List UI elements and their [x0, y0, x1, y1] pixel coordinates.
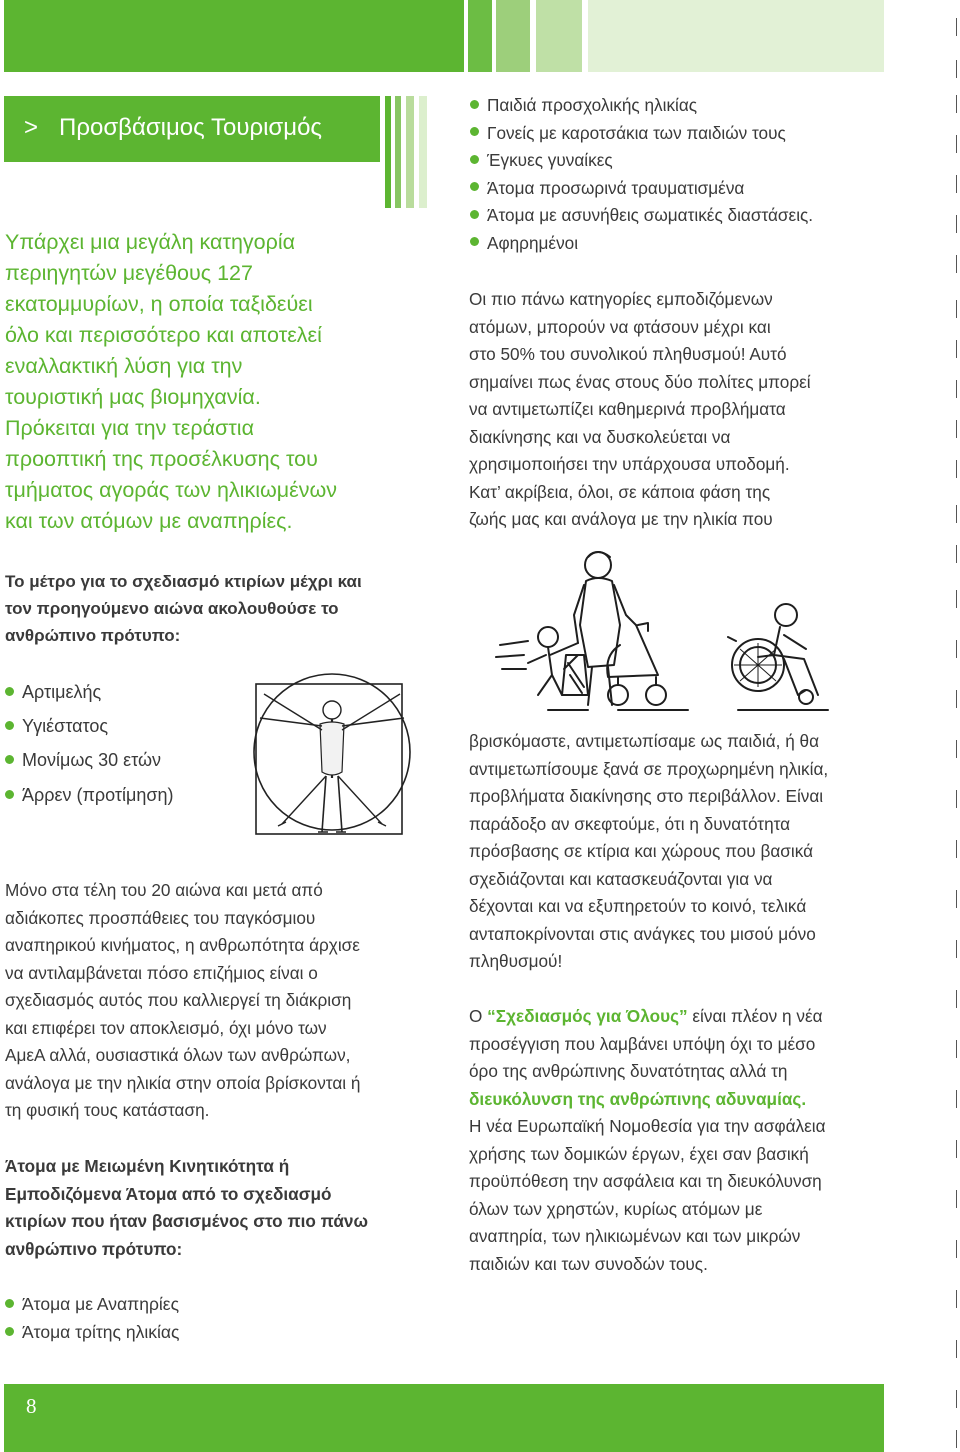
section-header [4, 96, 380, 162]
heading-line: Εμποδιζόμενα Άτομα από το σχεδιασμό [5, 1183, 332, 1204]
intro-line: τουριστική μας βιομηχανία. [5, 385, 261, 409]
bullet-icon [5, 790, 14, 799]
text-line: ανταποκρίνονται στις ανάγκες του μισού μόνο [469, 923, 816, 944]
bullet-icon [5, 1299, 14, 1308]
footer-bar [4, 1384, 884, 1452]
text-line: Οι πιο πάνω κατηγορίες εμποδιζόμενων [469, 289, 773, 309]
list-item: Γονείς με καροτσάκια των παιδιών τους [470, 123, 786, 144]
bullet-icon [5, 1327, 14, 1336]
list-item: Άτομα με ασυνήθεις σωματικές διαστάσεις. [470, 205, 813, 226]
intro-line: και των ατόμων με αναπηρίες. [5, 509, 293, 533]
text-line: Ο “Σχεδιασμός για Όλους” είναι πλέον η νέα [469, 1006, 823, 1026]
bullet-icon [470, 100, 479, 109]
text-line: προϋπόθεση την ασφάλεια και τη διευκόλυνση [469, 1171, 822, 1191]
text-line-highlight: διευκόλυνση της ανθρώπινης αδυναμίας. [469, 1088, 807, 1109]
text-line: προβλήματα διακίνησης στο περιβάλλον. Είναι [469, 786, 824, 806]
list-item: Αρτιμελής [5, 682, 101, 703]
intro-line: Πρόκειται για την τεράστια [5, 416, 255, 440]
text-line: χρήσης των δομικών έργων, έχει σαν βασική [469, 1143, 809, 1164]
text-line: ΑμεΑ αλλά, ουσιαστικά όλων των ανθρώπων, [5, 1045, 351, 1065]
intro-line: εκατομμυρίων, η οποία ταξιδεύει [5, 292, 313, 316]
text-line: αναπηρία, των ηλικιωμένων και των μικρών [469, 1226, 801, 1246]
header-stripe [385, 96, 391, 208]
text-line: τη φυσική τους κατάσταση. [5, 1100, 210, 1120]
standard-heading-line: Το μέτρο για το σχεδιασμό κτιρίων μέχρι και [5, 572, 362, 591]
text-line: αναπηρικού κινήματος, η ανθρωπότητα άρχισε [5, 935, 360, 955]
bullet-icon [470, 210, 479, 219]
text-line: να αντιλαμβάνεται πόσο επιζήμιος είναι ο [5, 962, 318, 983]
bullet-icon [470, 182, 479, 191]
text-line: δέχονται και να εξυπηρετούν το κοινό, τελικά [469, 896, 807, 916]
text-line: βρισκόμαστε, αντιμετωπίσαμε ως παιδιά, ή θα [469, 731, 820, 751]
accessibility-illustration [488, 545, 868, 720]
list-item: Μονίμως 30 ετών [5, 750, 161, 771]
text-line: Μόνο στα τέλη του 20 αιώνα και μετά από [5, 880, 323, 900]
intro-line: Υπάρχει μια μεγάλη κατηγορία [5, 230, 296, 254]
header-stripe [406, 96, 414, 208]
list-item: Αφηρημένοι [470, 233, 578, 254]
intro-line: προοπτική της προσέλκυσης του [5, 447, 318, 471]
section-arrow: > [24, 114, 39, 141]
top-stripe [588, 0, 884, 72]
bullet-icon [5, 755, 14, 764]
text-line: Η νέα Ευρωπαϊκή Νομοθεσία για την ασφάλεια [469, 1116, 826, 1136]
text-line: και επιφέρει τον αποκλεισμό, όχι μόνο των [5, 1017, 327, 1038]
list-item: Παιδιά προσχολικής ηλικίας [470, 95, 697, 116]
heading-line: κτιρίων που ήταν βασισμένος στο πιο πάνω [5, 1211, 368, 1231]
bullet-icon [470, 237, 479, 246]
standard-heading-line: τον προηγούμενο αιώνα ακολουθούσε το [5, 599, 339, 618]
bullet-icon [470, 127, 479, 136]
vitruvian-man-illustration [252, 660, 414, 845]
text-line: να αντιμετωπίζει καθημερινά προβλήματα [469, 399, 786, 419]
intro-line: τμήματος αγοράς των ηλικιωμένων [5, 478, 338, 502]
text-line: χρησιμοποιήσει την υπάρχουσα υποδομή. [469, 454, 790, 474]
intro-line: όλο και περισσότερο και αποτελεί [5, 323, 322, 347]
bullet-icon [5, 721, 14, 730]
header-stripe [395, 96, 401, 208]
text-line: ατόμων, μπορούν να φτάσουν μέχρι και [469, 316, 771, 337]
bullet-icon [470, 155, 479, 164]
intro-line: εναλλακτική λύση για την [5, 354, 243, 378]
text-line: πληθυσμού! [469, 951, 563, 971]
list-item: Έγκυες γυναίκες [470, 150, 613, 171]
text-line: αδιάκοπες προσπάθειες του παγκόσμιου [5, 907, 316, 928]
top-stripe [468, 0, 492, 72]
section-title: Προσβάσιμος Τουρισμός [59, 114, 322, 141]
text-line: ζωής μας και ανάλογα με την ηλικία που [469, 509, 773, 529]
text-line: παιδιών και των συνοδών τους. [469, 1253, 708, 1274]
list-item: Άρρεν (προτίμηση) [5, 785, 174, 806]
text-line: σημαίνει πως ένας στους δύο πολίτες μπορεί [469, 371, 811, 392]
text-line: όλων των χρηστών, κυρίως ατόμων με [469, 1198, 763, 1219]
text-line: ανάλογα με την ηλικία στην οποία βρίσκονται ή [5, 1072, 361, 1093]
text-line: πρόσβασης σε κτίρια και χώρους που βασικά [469, 841, 814, 861]
top-green-bar [4, 0, 464, 72]
text-line: όρο της ανθρώπινης δυνατότητας αλλά τη [469, 1061, 788, 1081]
text-line: σχεδιασμός αυτός που καλλιεργεί τη διάκριση [5, 990, 352, 1010]
intro-line: περιηγητών μεγέθους 127 [5, 261, 253, 285]
page-number: 8 [26, 1394, 37, 1418]
top-stripe [536, 0, 582, 72]
text-line: στο 50% του συνολικού πληθυσμού! Αυτό [469, 344, 787, 364]
text-line: αντιμετωπίσουμε ξανά σε προχωρημένη ηλικία, [469, 758, 829, 779]
text-line: διακίνησης και να δυσκολεύεται να [469, 426, 731, 447]
list-item: Άτομα τρίτης ηλικίας [5, 1322, 179, 1343]
header-stripe [419, 96, 427, 208]
intro-text [5, 230, 425, 550]
text-line: προσέγγιση που λαμβάνει υπόψη όχι το μέσο [469, 1033, 816, 1054]
text-line: Κατ’ ακρίβεια, όλοι, σε κάποια φάση της [469, 481, 771, 502]
design-for-all-highlight: “Σχεδιασμός για Όλους” [487, 1006, 688, 1026]
bullet-icon [5, 687, 14, 696]
top-stripe [496, 0, 530, 72]
text-line: παράδοξο αν σκεφτούμε, ότι η δυνατότητα [469, 813, 791, 834]
heading-line: ανθρώπινο πρότυπο: [5, 1238, 183, 1259]
list-item: Άτομα προσωρινά τραυματισμένα [470, 178, 744, 199]
text-line: σχεδιάζονται και κατασκευάζονται για να [469, 868, 773, 889]
list-item: Υγιέστατος [5, 716, 108, 737]
standard-heading-line: ανθρώπινο πρότυπο: [5, 626, 181, 645]
heading-line: Άτομα με Μειωμένη Κινητικότητα ή [5, 1156, 290, 1176]
list-item: Άτομα με Αναπηρίες [5, 1294, 179, 1315]
